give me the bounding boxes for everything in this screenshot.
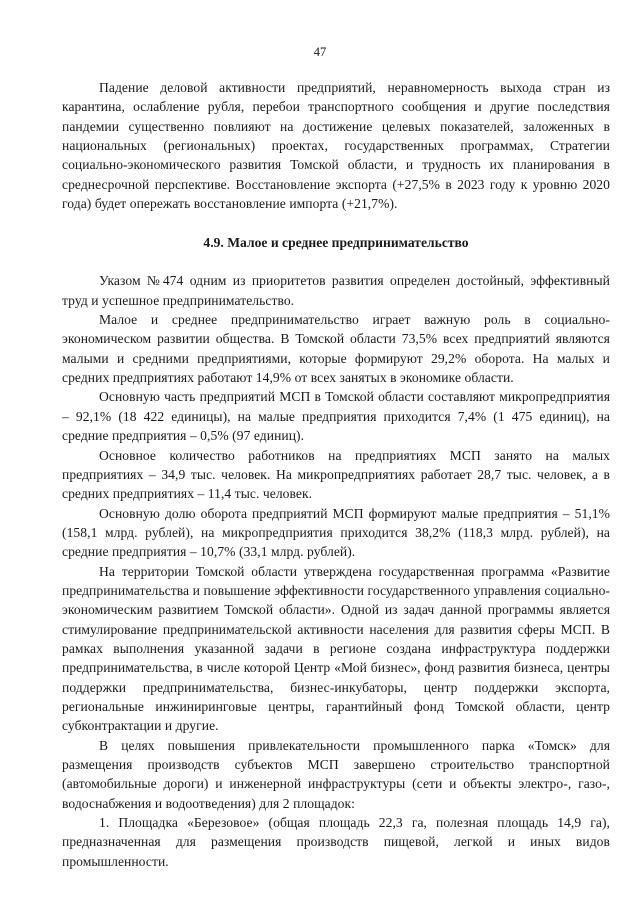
paragraph-industrial-park: В целях повышения привлекательности промышленного парка «Томск» для размещения производств субъектов МСП завершено строительство транспортной (автомобильные дороги) и инженерной инфраструктуры (сети и объекты электро-, газо-, водоснабжения и водоотведения) для 2 площадок: (62, 737, 610, 811)
paragraph-employees: Основное количество работников на предприятиях МСП занято на малых предприятиях – 34,9 тыс. человек. На микропредприятиях работает 28,7 тыс. человек, а в средних предприятиях – 11,4 тыс. человек. (62, 447, 610, 502)
page-number: 47 (313, 45, 327, 59)
paragraph-site-berezovoe: 1. Площадка «Березовое» (общая площадь 22,3 га, полезная площадь 14,9 га), предназначенная для размещения производств пищевой, легкой и иных видов промышленности. (62, 815, 610, 869)
paragraph-turnover: Основную долю оборота предприятий МСП формируют малые предприятия – 51,1% (158,1 млрд. рублей), на микропредприятия приходится 38,2% (118,3 млрд. рублей), на средние предприятия – 10,7% (33,1 млрд. рублей). (62, 505, 610, 560)
paragraph-sme-role: Малое и среднее предпринимательство играет важную роль в социально-экономическом развитии общества. В Томской области 73,5% всех предприятий являются малыми и средними предприятиями, которые формируют 29,2% оборота. На малых и средних предприятиях работают 14,9% от всех занятых в экономике области. (62, 312, 610, 386)
paragraph-intro: Падение деловой активности предприятий, неравномерность выхода стран из карантина, ослабление рубля, перебои транспортного сообщения и другие последствия пандемии существенно повлияют на достижение целевых показателей, заложенных в национальных (региональных) проектах, государственных программах, Стратегии социально-экономического развития Томской области, и трудность их планирования в среднесрочной перспективе. Восстановление экспорта (+27,5% в 2023 году к уровню 2020 года) будет опережать восстановление импорта (+21,7%). (62, 80, 610, 212)
paragraph-decree: Указом №474 одним из приоритетов развития определен достойный, эффективный труд и успешное предпринимательство. (62, 273, 610, 308)
paragraph-state-program: На территории Томской области утверждена государственная программа «Развитие предпринимательства и повышение эффективности государственного управления социально-экономическим развитием Томской области». Одной из задач данной программы является стимулирование предпринимательской активности населения для развития сферы МСП. В рамках выполнения указанной задачи в регионе создана инфраструктура поддержки предпринимательства, в числе которой Центр «Мой бизнес», фонд развития бизнеса, центры поддержки предпринимательства, бизнес-инкубаторы, центр поддержки экспорта, региональные инжиниринговые центры, гарантийный фонд Томской области, центр субконтрактации и другие. (62, 563, 610, 734)
page-body (62, 78, 610, 871)
section-heading: 4.9. Малое и среднее предпринимательство (203, 235, 469, 251)
paragraph-enterprise-structure: Основную часть предприятий МСП в Томской области составляют микропредприятия – 92,1% (18 422 единицы), на малые предприятия приходится 7,4% (1 475 единиц), на средние предприятия – 0,5% (97 единиц). (62, 389, 610, 444)
